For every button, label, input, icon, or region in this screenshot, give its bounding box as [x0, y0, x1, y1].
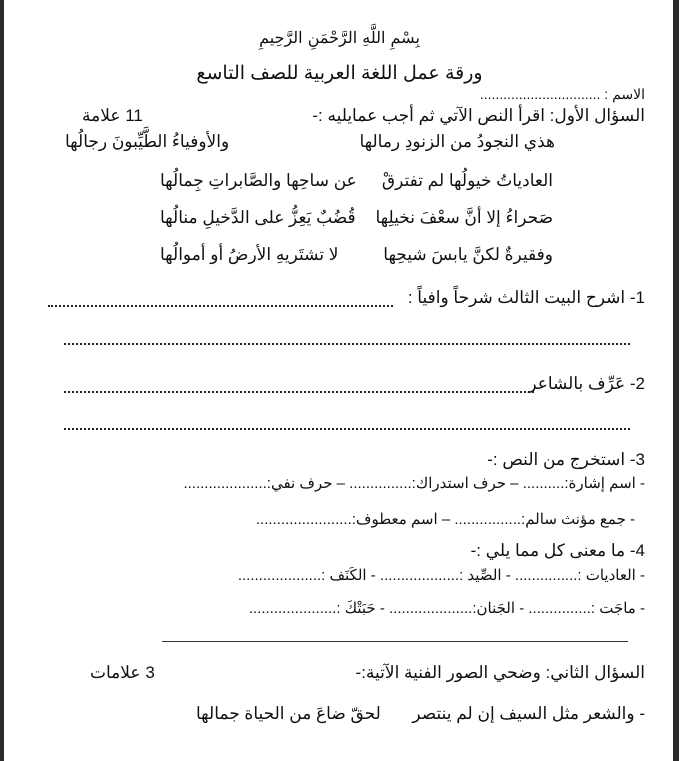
item-3-row-2[interactable]: - جمع مؤنث سالم:................ – اسم معطوف:.......................	[255, 511, 635, 528]
verse-4a: وفقيرةٌ لكنَّ يابسَ شيحِها	[383, 245, 553, 264]
q1-marks: 11 علامة	[82, 106, 143, 125]
answer-line[interactable]	[64, 391, 534, 393]
verse-3b: قُضُبٌ يَعِزُّ على الدَّخيلِ منالُها	[160, 208, 356, 227]
item-3: 3- استخرج من النص :-	[487, 450, 645, 469]
basmala: بِسْمِ اللَّهِ الرَّحْمَنِ الرَّحِيمِ	[259, 28, 420, 47]
name-field[interactable]: الاسم : ...............................	[479, 86, 645, 102]
section-divider	[162, 641, 628, 642]
answer-line[interactable]	[48, 305, 393, 307]
item-3-row-1[interactable]: - اسم إشارة:.......... – حرف استدراك:............... – حرف نفي:....................	[183, 475, 645, 492]
verse-1a: هذي النجودُ من الزنودِ رمالها	[359, 132, 555, 151]
q2-verse-b: لحقّ ضاعَ من الحياة جمالها	[196, 704, 381, 723]
item-1: 1- اشرح البيت الثالث شرحاً وافياً :	[407, 288, 645, 307]
q1-title: السؤال الأول: اقرأ النص الآتي ثم أجب عمايليه :-	[312, 106, 645, 125]
verse-4b: لا تشتَريهِ الأرضُ أو أموالُها	[160, 245, 339, 264]
q2-verse-a: - والشعر مثل السيف إن لم ينتصر	[412, 704, 645, 723]
q2-marks: 3 علامات	[90, 663, 155, 682]
scan-edge-right	[673, 0, 679, 761]
answer-line[interactable]	[64, 428, 630, 430]
scan-edge-left	[0, 0, 4, 761]
answer-line[interactable]	[64, 343, 630, 345]
q2-title: السؤال الثاني: وضحي الصور الفنية الآتية:-	[355, 663, 645, 682]
verse-2b: عن ساحِها والصَّابراتِ جِمالُها	[160, 171, 357, 190]
verse-3a: صَحراءُ إلا أنَّ سعْفَ نخيلِها	[375, 208, 553, 227]
item-4: 4- ما معنى كل مما يلي :-	[470, 541, 645, 560]
item-2: 2- عَرِّف بالشاعر	[528, 374, 645, 393]
verse-2a: العادياتُ خيولُها لم تفترقْ	[381, 171, 553, 190]
verse-1b: والأوفياءُ الطَّيِّبونَ رجالُها	[65, 132, 230, 151]
item-4-row-2[interactable]: - ماجَت :............... - الجَنان:.................... - حَبَتْكَ :.....................	[248, 600, 645, 617]
item-4-row-1[interactable]: - العاديات :............... - الصِّيد :................... - الكَنَف :....................	[237, 567, 645, 584]
worksheet-title: ورقة عمل اللغة العربية للصف التاسع	[196, 63, 483, 84]
